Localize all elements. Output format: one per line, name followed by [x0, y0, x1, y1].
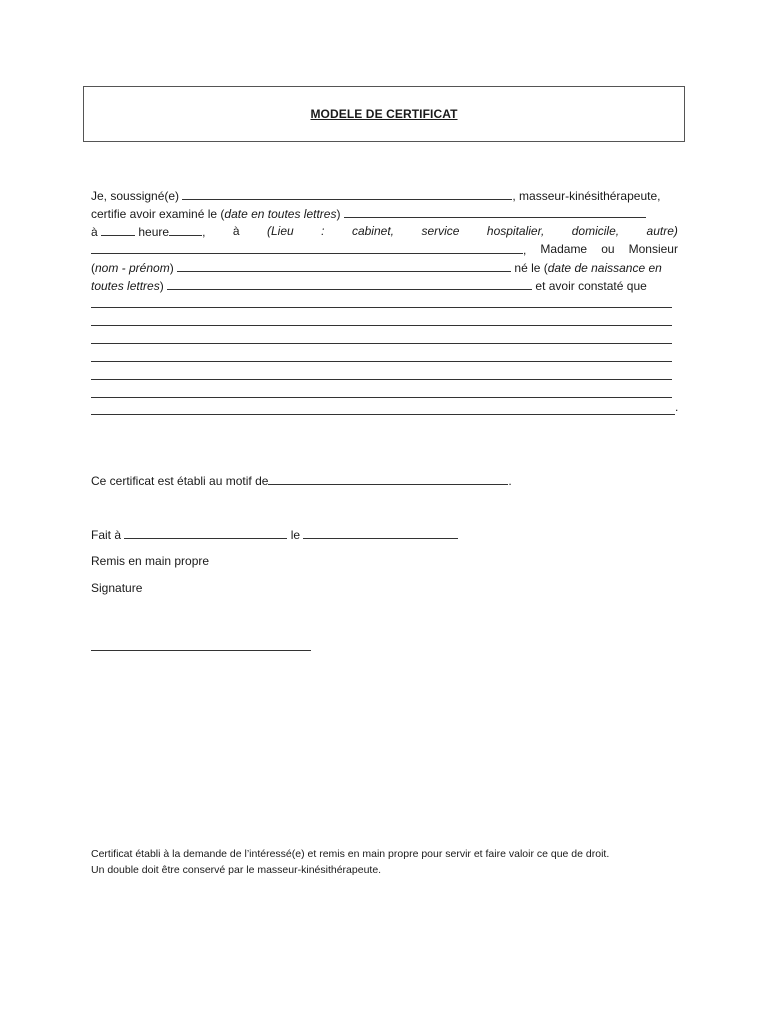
lieu-word-4: cabinet, — [351, 224, 394, 238]
lieu-comma: , — [523, 243, 527, 257]
motif-blank[interactable] — [268, 472, 508, 485]
remis-label: Remis en main propre — [91, 554, 210, 568]
page-title: MODELE DE CERTIFICAT — [310, 107, 458, 121]
lieu-blank-group — [91, 241, 526, 260]
examine-close-paren: ) — [336, 207, 341, 221]
observation-end-period: . — [675, 400, 679, 414]
monsieur-label: Monsieur — [628, 242, 678, 256]
lieu-blank[interactable] — [91, 241, 523, 254]
nom-prenom-hint: nom - prénom — [95, 261, 170, 275]
nom-close-paren: ) — [169, 261, 174, 275]
title-box — [83, 86, 685, 142]
a-label: à — [91, 225, 98, 239]
soussigne-label: Je, soussigné(e) — [91, 189, 180, 203]
heure-comma: , — [202, 225, 206, 239]
footer-line-1: Certificat établi à la demande de l’intéressé(e) et remis en main propre pour servir et faire valoir ce que de droit. — [91, 848, 610, 860]
soussigne-blank[interactable] — [182, 187, 512, 200]
signature-label: Signature — [91, 581, 143, 595]
line-madame-monsieur — [91, 241, 678, 260]
nom-prenom-blank[interactable] — [177, 259, 511, 272]
line-constate — [91, 277, 647, 296]
observation-line[interactable] — [91, 325, 672, 326]
ou-label: ou — [601, 242, 615, 256]
motif-period: . — [508, 474, 512, 488]
toutes-lettres-hint: toutes lettres — [91, 279, 160, 293]
minute-blank[interactable] — [169, 223, 202, 236]
observation-line[interactable] — [91, 343, 672, 344]
lieu-word-2: (Lieu — [267, 224, 294, 238]
motif-label: Ce certificat est établi au motif de — [91, 474, 269, 488]
line-nom — [91, 259, 662, 278]
exam-date-blank[interactable] — [344, 205, 646, 218]
lieu-word-3: : — [321, 224, 325, 238]
observation-line[interactable] — [91, 307, 672, 308]
signature-line[interactable] — [91, 650, 311, 651]
nom-open-paren: ( — [91, 261, 95, 275]
lieu-word-5: service — [421, 224, 460, 238]
examine-label: certifie avoir examiné le ( — [91, 207, 225, 221]
madame-label: Madame — [540, 242, 588, 256]
lieu-word-1: à — [232, 224, 240, 238]
date-naissance-hint: date de naissance en — [547, 261, 662, 275]
fait-date-blank[interactable] — [303, 526, 458, 539]
naissance-close-paren: ) — [159, 279, 164, 293]
lieu-word-6: hospitalier, — [486, 224, 545, 238]
heure-label: heure — [138, 225, 170, 239]
masseur-label: , masseur-kinésithérapeute, — [512, 189, 661, 203]
hour-blank[interactable] — [101, 223, 135, 236]
heure-group — [91, 223, 205, 242]
observation-line[interactable] — [91, 397, 672, 398]
observation-line[interactable] — [91, 379, 672, 380]
constate-label: et avoir constaté que — [535, 279, 647, 293]
date-lettres-hint: date en toutes lettres — [224, 207, 337, 221]
line-motif — [91, 472, 512, 491]
observation-line[interactable] — [91, 361, 672, 362]
le-label: le — [290, 528, 301, 542]
fait-lieu-blank[interactable] — [124, 526, 287, 539]
observation-line[interactable] — [91, 414, 675, 415]
line-soussigne — [91, 187, 660, 206]
fait-label: Fait à — [91, 528, 122, 542]
line-fait — [91, 526, 458, 545]
lieu-word-7: domicile, — [571, 224, 620, 238]
ne-le-label: né le ( — [514, 261, 548, 275]
line-heure-lieu — [91, 223, 678, 242]
lieu-word-8: autre) — [646, 224, 678, 238]
footer-line-2: Un double doit être conservé par le masseur-kinésithérapeute. — [91, 864, 382, 876]
birth-date-blank[interactable] — [167, 277, 532, 290]
line-examine — [91, 205, 646, 224]
